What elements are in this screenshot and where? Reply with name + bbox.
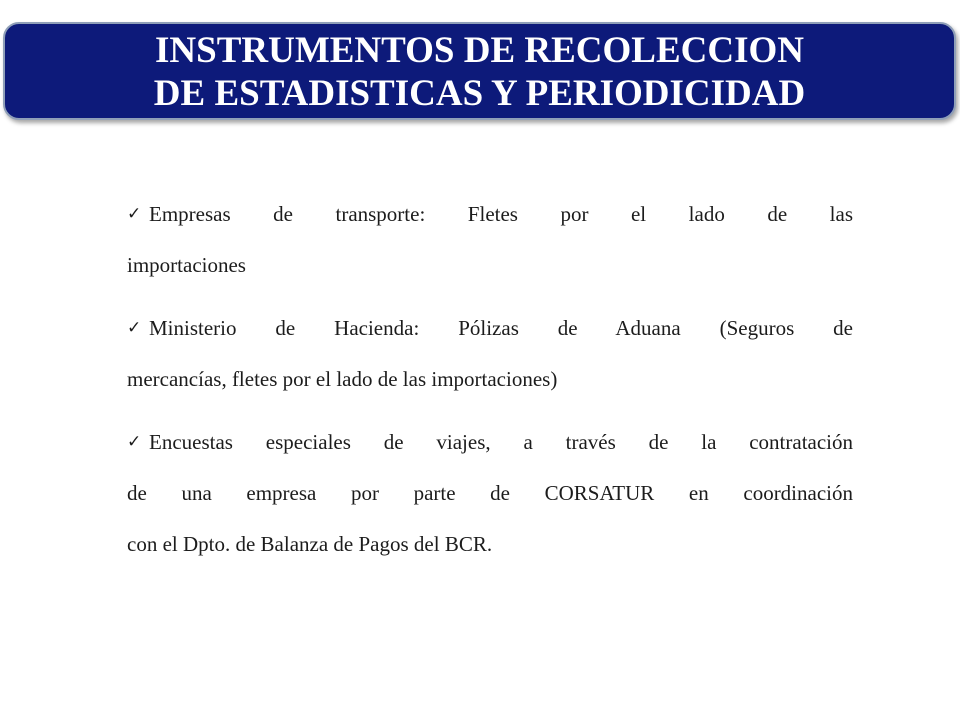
- title-line-1: INSTRUMENTOS DE RECOLECCION: [155, 30, 804, 71]
- checkmark-icon: ✓: [127, 318, 142, 338]
- bullet-item-encuestas: [127, 420, 853, 573]
- bullet-line: ✓ Empresas de transporte: Fletes por el lado de las: [127, 192, 853, 243]
- bullet-line: importaciones: [127, 253, 246, 277]
- bullet-line: ✓ Ministerio de Hacienda: Pólizas de Aduana (Seguros de: [127, 306, 853, 357]
- title-banner: [3, 22, 956, 120]
- checkmark-icon: ✓: [127, 204, 142, 224]
- checkmark-icon: ✓: [127, 432, 142, 452]
- bullet-line: de una empresa por parte de CORSATUR en coordinación: [127, 481, 853, 505]
- bullet-item-hacienda: [127, 306, 853, 408]
- title-line-2: DE ESTADISTICAS Y PERIODICIDAD: [153, 73, 806, 114]
- bullet-line: mercancías, fletes por el lado de las importaciones): [127, 367, 558, 391]
- bullet-line: ✓ Encuestas especiales de viajes, a través de la contratación: [127, 420, 853, 471]
- bullet-line: con el Dpto. de Balanza de Pagos del BCR.: [127, 532, 493, 556]
- bullet-item-transport: [127, 192, 853, 294]
- bullet-list: [127, 192, 853, 573]
